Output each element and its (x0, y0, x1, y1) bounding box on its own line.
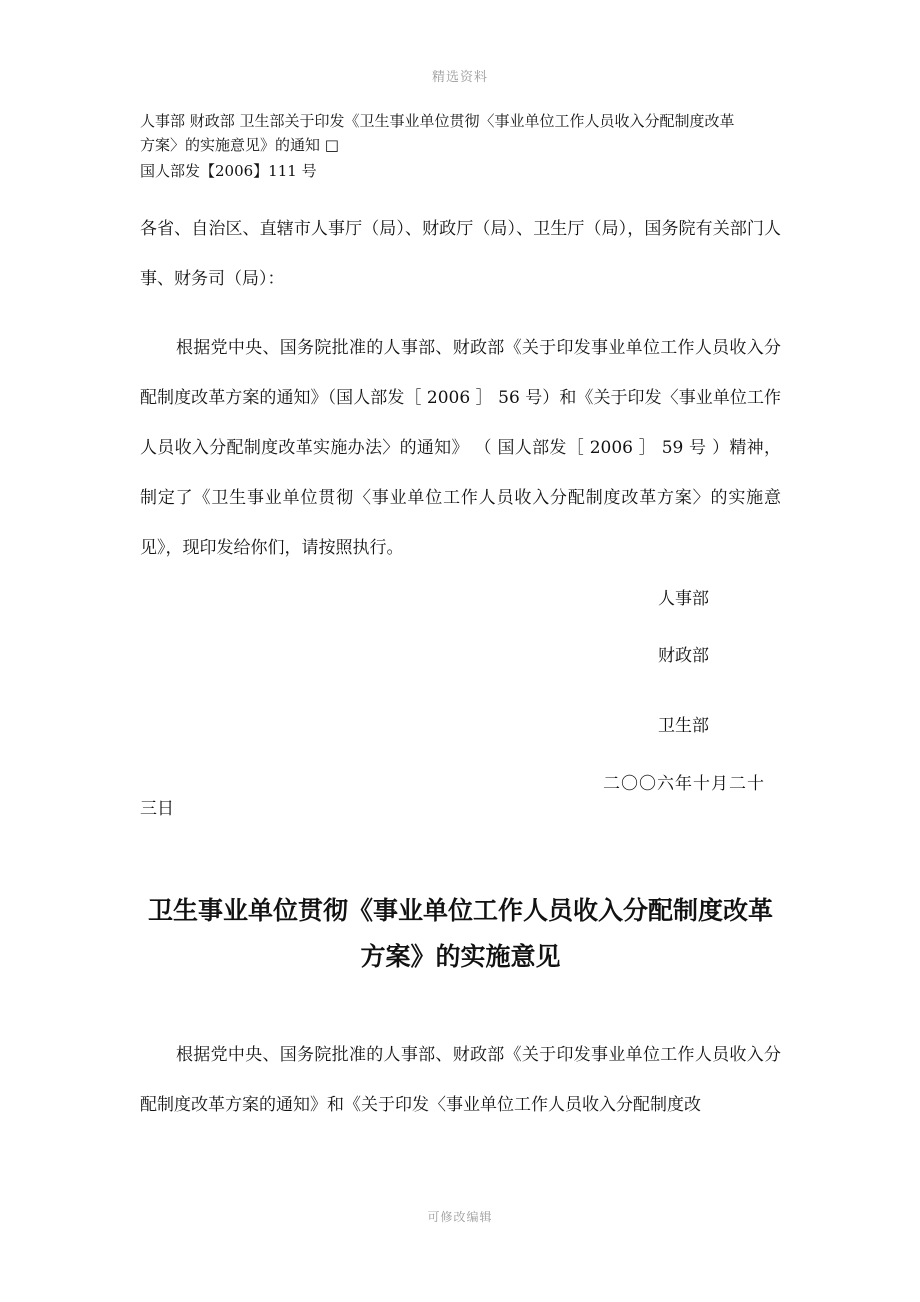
salutation: 各省、自治区、直辖市人事厅（局）、财政厅（局）、卫生厅（局），国务院有关部门人事、财务司（局）： (140, 219, 781, 289)
signatory-ministry-of-finance: 财政部 (658, 646, 709, 666)
issue-date-line-1: 二〇〇六年十月二十 (603, 774, 765, 794)
header-watermark: 精选资料 (431, 70, 488, 85)
notice-paragraph: 根据党中央、国务院批准的人事部、财政部《关于印发事业单位工作人员收入分配制度改革方案的通知》（国人部发［ 2006 ］ 56 号）和《关于印发〈事业单位工作人员收入分配制度改革实施办法〉的通知》 （ 国人部发［ 2006 ］ 59 号 ）精神，制定了《卫生事业单位贯彻〈事业单位工作人员收入分配制度改革方案〉的实施意见》，现印发给你们，请按照执行。 (140, 338, 781, 558)
signatory-ministry-of-health: 卫生部 (658, 716, 709, 736)
footer-watermark: 可修改编辑 (427, 1210, 493, 1224)
signatory-ministry-of-personnel: 人事部 (658, 589, 709, 609)
issue-date-line-2: 三日 (140, 799, 174, 819)
notice-title-line-1: 人事部 财政部 卫生部关于印发《卫生事业单位贯彻〈事业单位工作人员收入分配制度改革 (140, 112, 735, 130)
opinion-title: 卫生事业单位贯彻《事业单位工作人员收入分配制度改革方案》的实施意见 (147, 896, 773, 971)
document-number: 国人部发【2006】111 号 (140, 162, 317, 180)
notice-title-line-2: 方案〉的实施意见》的通知 □ (140, 136, 339, 154)
opinion-paragraph: 根据党中央、国务院批准的人事部、财政部《关于印发事业单位工作人员收入分配制度改革方案的通知》和《关于印发〈事业单位工作人员收入分配制度改 (140, 1045, 781, 1115)
